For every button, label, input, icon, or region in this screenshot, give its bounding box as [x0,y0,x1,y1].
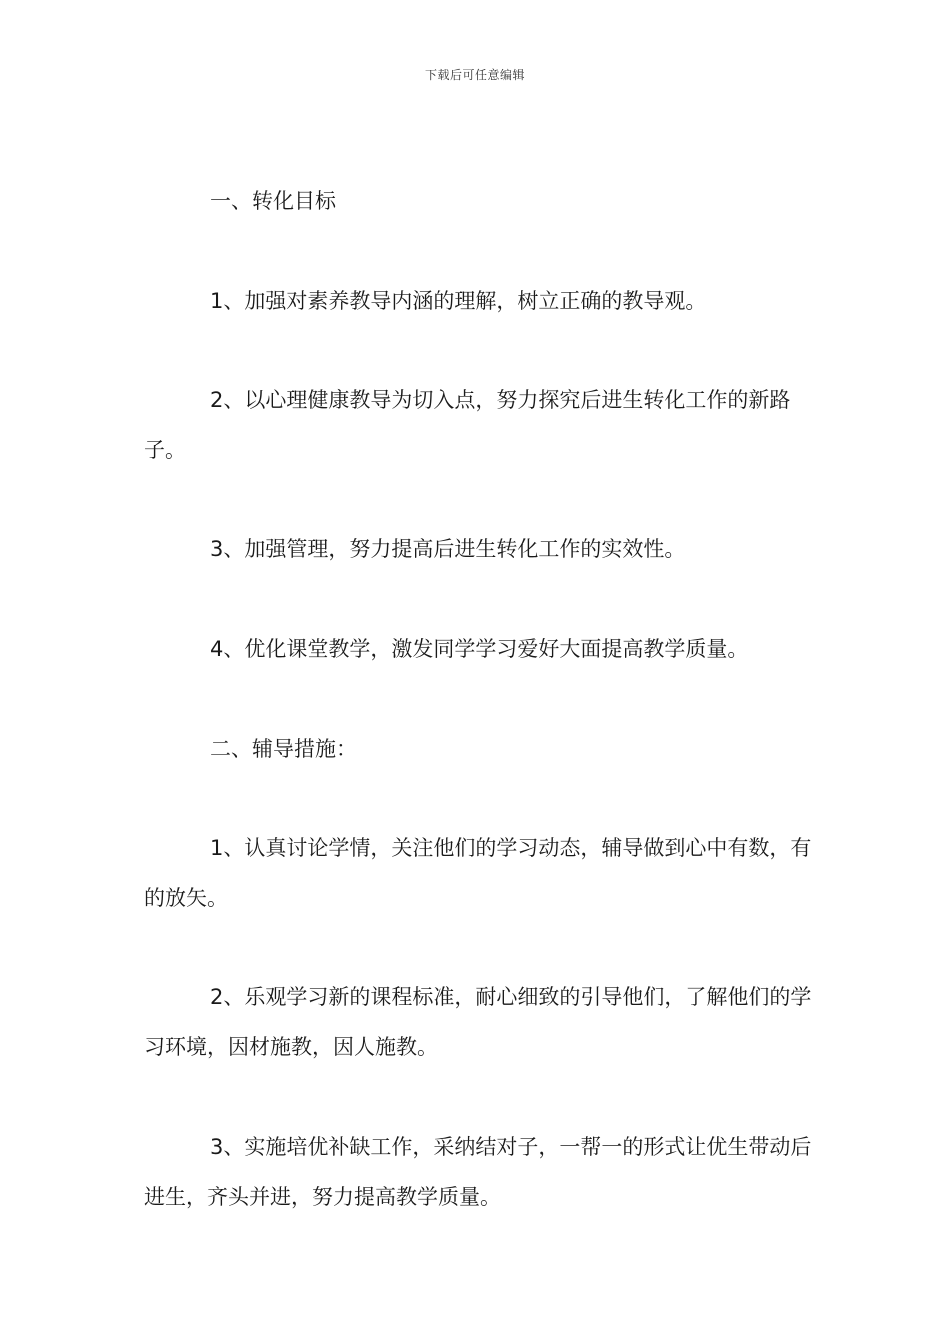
goal-item-1: 1、加强对素养教导内涵的理解，树立正确的教导观。 [210,289,707,313]
goal-item-3: 3、加强管理，努力提高后进生转化工作的实效性。 [210,537,686,561]
measure-item-3: 3、实施培优补缺工作，采纳结对子，一帮一的形式让优生带动后进生，齐头并进，努力提高教学质量。 [144,1135,812,1209]
goal-item-2: 2、以心理健康教导为切入点，努力探究后进生转化工作的新路子。 [144,388,791,462]
section-heading-goals: 一、转化目标 [210,189,336,213]
page-header: 下载后可任意编辑 [424,68,525,82]
measure-item-1: 1、认真讨论学情，关注他们的学习动态，辅导做到心中有数，有的放矢。 [144,836,812,910]
section-heading-measures: 二、辅导措施： [210,737,357,761]
goal-item-4: 4、优化课堂教学，激发同学学习爱好大面提高教学质量。 [210,637,749,661]
measure-item-2: 2、乐观学习新的课程标准，耐心细致的引导他们，了解他们的学习环境，因材施教，因人施教。 [144,985,812,1059]
